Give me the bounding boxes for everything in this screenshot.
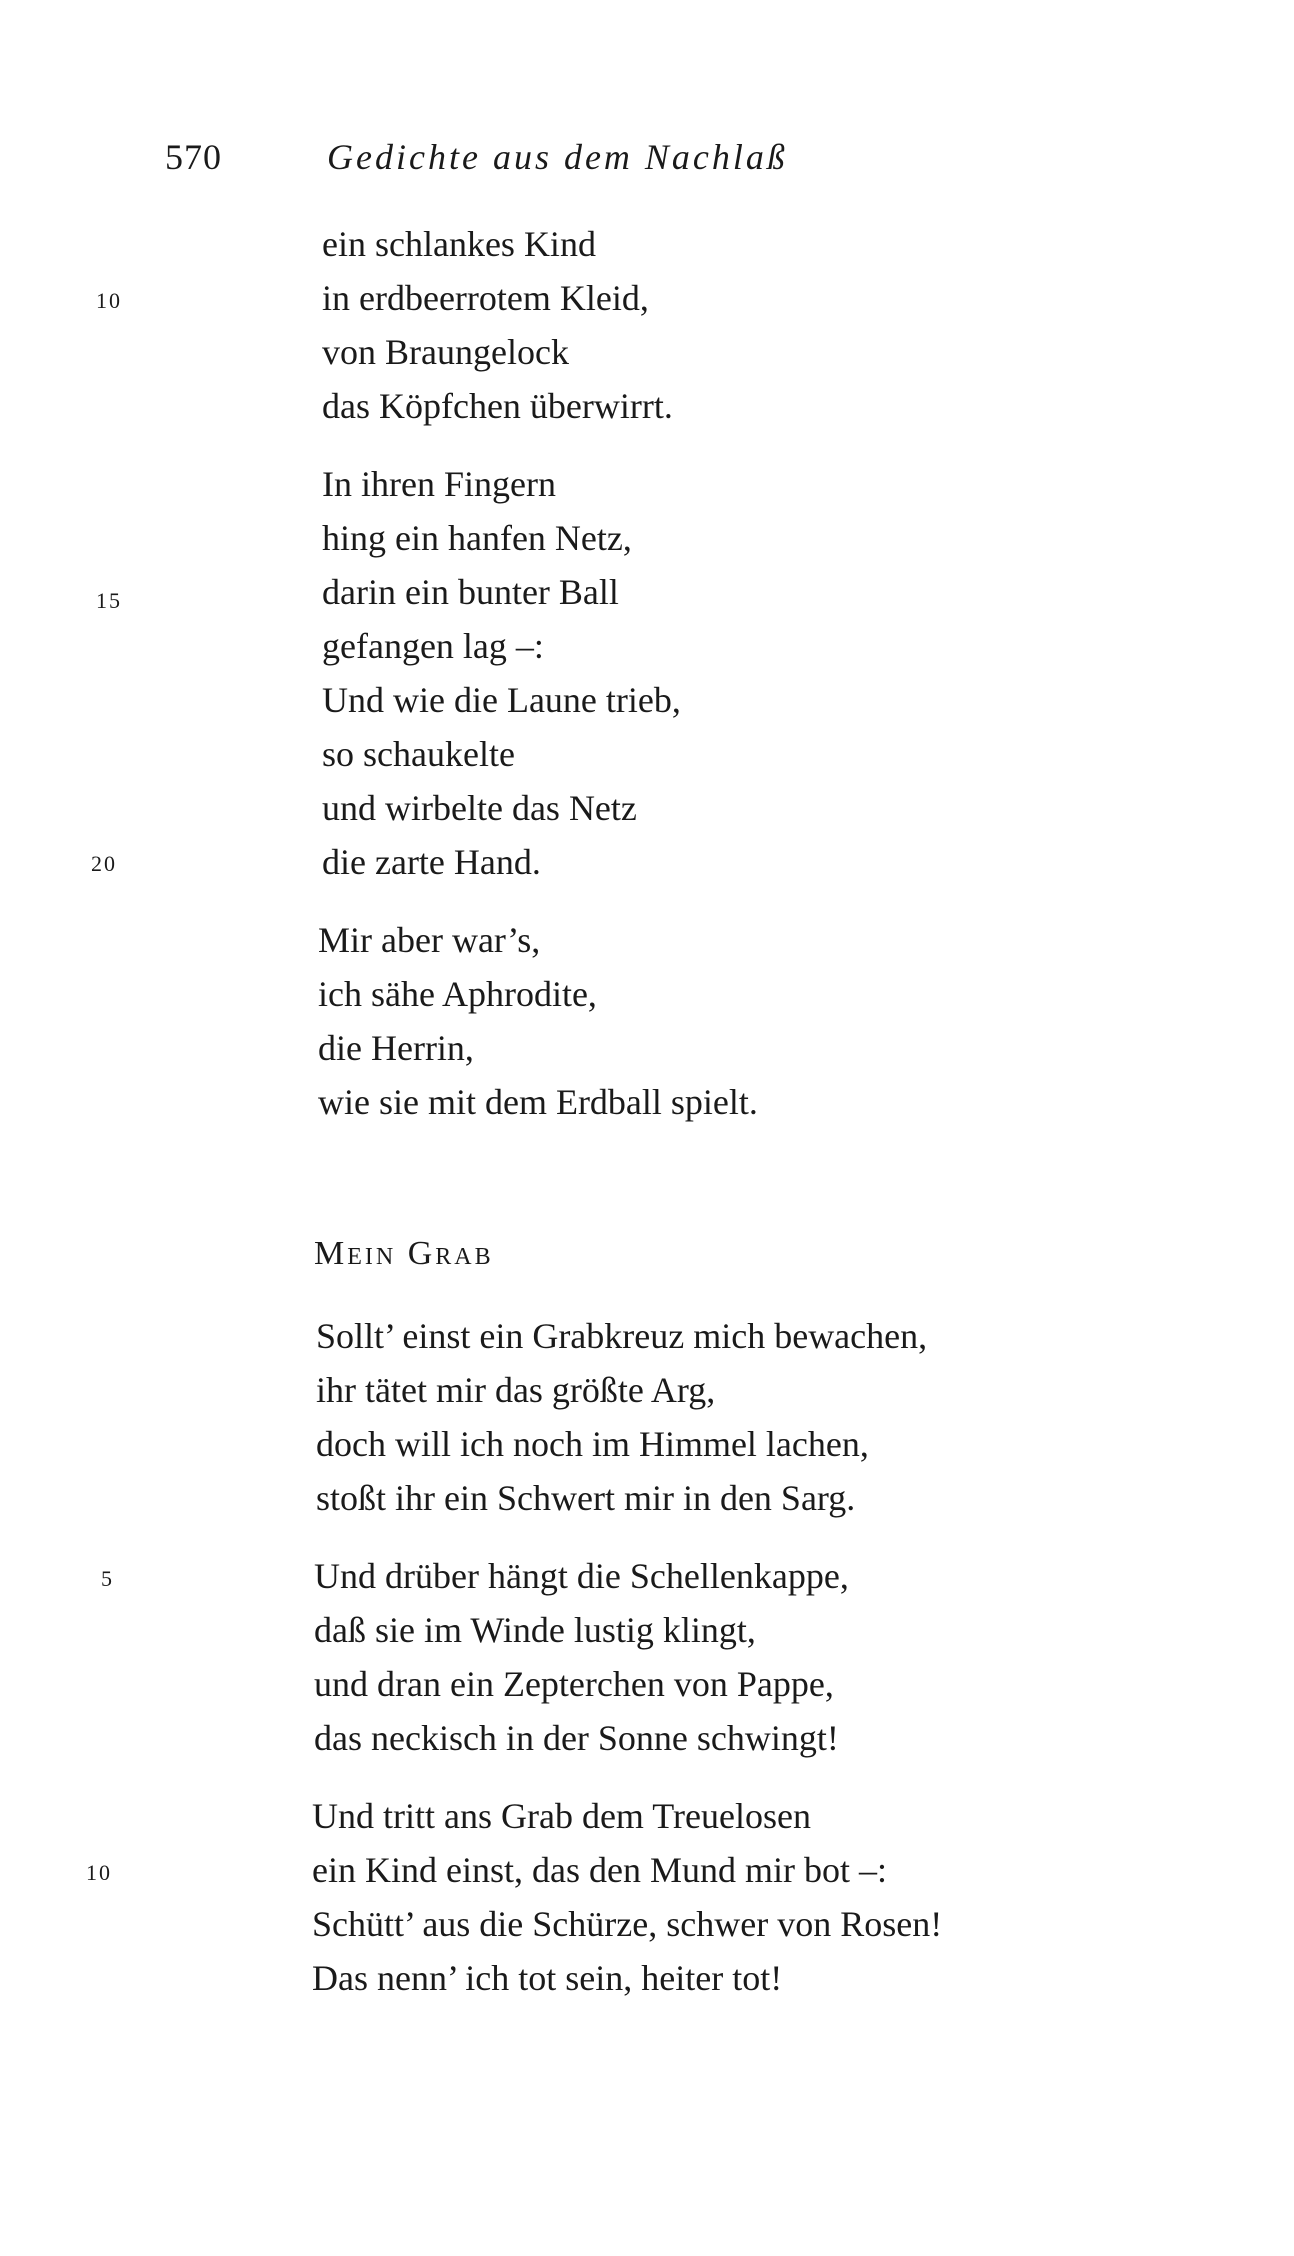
verse-line: das neckisch in der Sonne schwingt! xyxy=(314,1718,839,1758)
verse-line: gefangen lag –: xyxy=(322,626,544,666)
verse-line: Sollt’ einst ein Grabkreuz mich bewachen, xyxy=(316,1316,928,1356)
line-number: 15 xyxy=(96,588,122,613)
verse-line: daß sie im Winde lustig klingt, xyxy=(314,1610,756,1650)
running-head: Gedichte aus dem Nachlaß xyxy=(327,137,788,177)
verse-line: ihr tätet mir das größte Arg, xyxy=(316,1370,716,1410)
verse-line: Und tritt ans Grab dem Treuelosen xyxy=(312,1796,811,1836)
line-number: 10 xyxy=(86,1860,112,1885)
verse-line: Schütt’ aus die Schürze, schwer von Rosen! xyxy=(312,1904,943,1944)
verse-line: stoßt ihr ein Schwert mir in den Sarg. xyxy=(316,1478,856,1518)
verse-line: wie sie mit dem Erdball spielt. xyxy=(318,1082,758,1122)
page-number: 570 xyxy=(165,137,222,177)
verse-line: die zarte Hand. xyxy=(322,842,541,882)
verse-line: In ihren Fingern xyxy=(322,464,556,504)
verse-line: die Herrin, xyxy=(318,1028,474,1068)
verse-line: ich sähe Aphrodite, xyxy=(318,974,597,1014)
verse-line: darin ein bunter Ball xyxy=(322,572,619,612)
poem-title: Mein Grab xyxy=(314,1235,494,1272)
verse-line: Das nenn’ ich tot sein, heiter tot! xyxy=(312,1958,783,1998)
verse-line: von Braungelock xyxy=(322,332,569,372)
verse-line: hing ein hanfen Netz, xyxy=(322,518,632,558)
line-number: 10 xyxy=(96,288,122,313)
verse-line: doch will ich noch im Himmel lachen, xyxy=(316,1424,869,1464)
verse-line: in erdbeerrotem Kleid, xyxy=(322,278,649,318)
verse-line: Und wie die Laune trieb, xyxy=(322,680,681,720)
line-number: 5 xyxy=(101,1566,114,1591)
verse-line: und wirbelte das Netz xyxy=(322,788,637,828)
verse-line: das Köpfchen überwirrt. xyxy=(322,386,673,426)
line-number: 20 xyxy=(91,851,117,876)
verse-line: ein Kind einst, das den Mund mir bot –: xyxy=(312,1850,887,1890)
verse-line: ein schlankes Kind xyxy=(322,224,596,264)
verse-line: Und drüber hängt die Schellenkappe, xyxy=(314,1556,849,1596)
verse-line: Mir aber war’s, xyxy=(318,920,541,960)
verse-line: so schaukelte xyxy=(322,734,515,774)
verse-line: und dran ein Zepterchen von Pappe, xyxy=(314,1664,834,1704)
